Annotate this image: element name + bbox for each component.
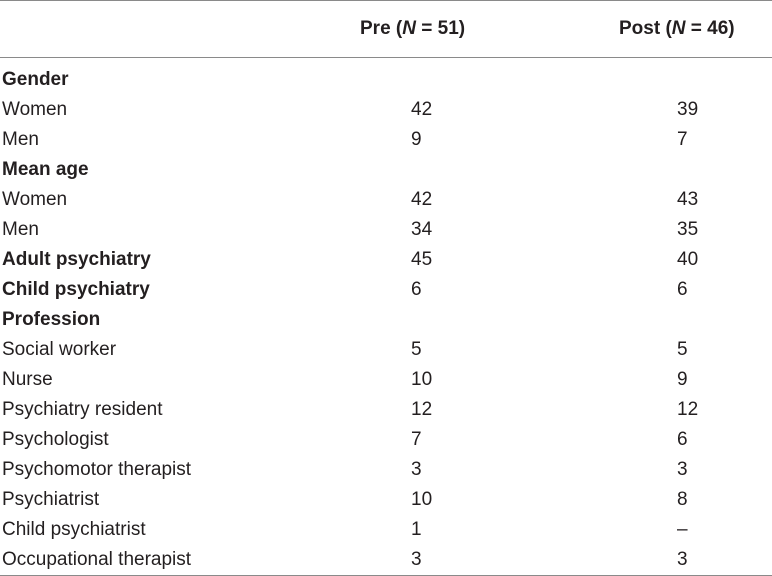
- post-value: 9: [677, 369, 688, 390]
- post-value: [572, 155, 772, 185]
- table-row: [0, 155, 772, 185]
- section-label: Adult psychiatry: [2, 249, 151, 270]
- row-label: Psychiatrist: [2, 489, 100, 510]
- table-row: [0, 57, 772, 95]
- pre-value: 45: [411, 249, 433, 270]
- row-label: Psychomotor therapist: [2, 459, 192, 480]
- post-value: 3: [677, 549, 688, 570]
- table-row: [0, 365, 772, 395]
- section-label: Gender: [2, 69, 69, 90]
- pre-value: [272, 155, 572, 185]
- table-row: [0, 455, 772, 485]
- table-row: [0, 335, 772, 365]
- post-value: 43: [677, 189, 699, 210]
- post-value: 3: [677, 459, 688, 480]
- table-row: [0, 185, 772, 215]
- post-value: 39: [677, 99, 699, 120]
- row-label: Men: [2, 129, 39, 150]
- section-label: Mean age: [2, 159, 89, 180]
- row-label: Women: [2, 189, 68, 210]
- pre-value: 12: [411, 399, 433, 420]
- table-header-row: [0, 0, 772, 57]
- table-row: [0, 395, 772, 425]
- row-label: Psychiatry resident: [2, 399, 163, 420]
- post-value: 12: [677, 399, 699, 420]
- pre-value: 42: [411, 189, 433, 210]
- pre-value: 42: [411, 99, 433, 120]
- row-label: Nurse: [2, 369, 53, 390]
- row-label: Social worker: [2, 339, 117, 360]
- pre-value: 10: [411, 489, 433, 510]
- section-label: Profession: [2, 309, 101, 330]
- pre-value: 3: [411, 459, 422, 480]
- table-row: [0, 515, 772, 545]
- table-body: [0, 57, 772, 575]
- post-value: 7: [677, 129, 688, 150]
- post-value: 6: [677, 279, 688, 300]
- pre-value: 9: [411, 129, 422, 150]
- post-value: [572, 305, 772, 335]
- pre-value: 6: [411, 279, 422, 300]
- table-row: [0, 425, 772, 455]
- table-row: [0, 95, 772, 125]
- row-label: Psychologist: [2, 429, 109, 450]
- table-row: [0, 125, 772, 155]
- pre-value: 1: [411, 519, 422, 540]
- table-row: [0, 485, 772, 515]
- post-value: [572, 57, 772, 95]
- table-row: [0, 245, 772, 275]
- pre-value: 3: [411, 549, 422, 570]
- header-post: Post (N = 46): [619, 18, 735, 39]
- post-value: 8: [677, 489, 688, 510]
- post-value: 5: [677, 339, 688, 360]
- pre-value: [272, 57, 572, 95]
- header-pre: Pre (N = 51): [360, 18, 466, 39]
- row-label: Child psychiatrist: [2, 519, 146, 540]
- table-row: [0, 545, 772, 575]
- pre-value: 5: [411, 339, 422, 360]
- pre-value: 7: [411, 429, 422, 450]
- table-row: [0, 305, 772, 335]
- section-label: Child psychiatry: [2, 279, 150, 300]
- row-label: Men: [2, 219, 39, 240]
- post-value: –: [677, 519, 688, 540]
- row-label: Women: [2, 99, 68, 120]
- pre-value: 10: [411, 369, 433, 390]
- post-value: 40: [677, 249, 699, 270]
- post-value: 6: [677, 429, 688, 450]
- table-row: [0, 215, 772, 245]
- pre-value: [272, 305, 572, 335]
- post-value: 35: [677, 219, 699, 240]
- header-label-column: [0, 0, 272, 57]
- table-row: [0, 275, 772, 305]
- row-label: Occupational therapist: [2, 549, 192, 570]
- pre-value: 34: [411, 219, 433, 240]
